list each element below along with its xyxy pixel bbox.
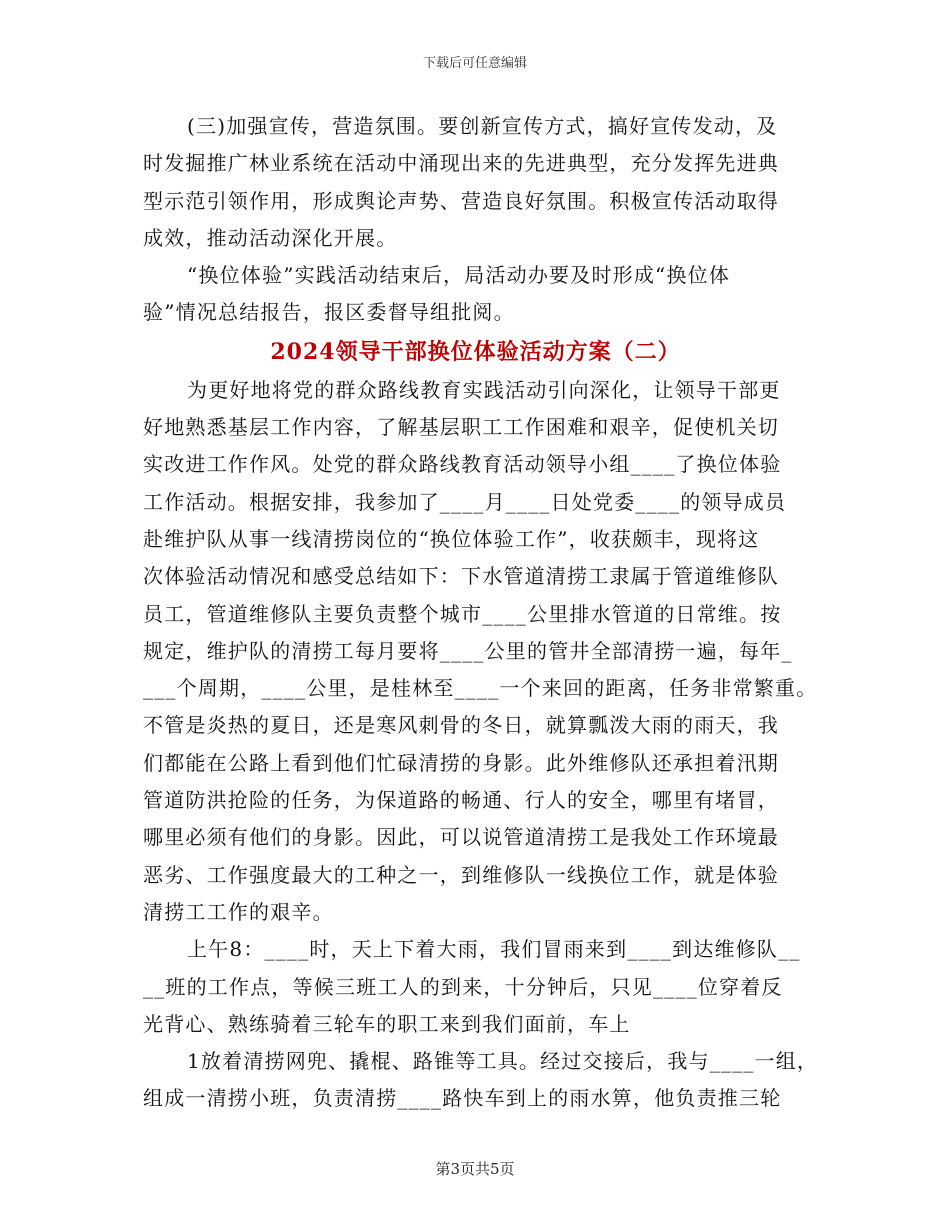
- paragraph-line: 员工，管道维修队主要负责整个城市____公里排水管道的日常维。按: [143, 601, 782, 626]
- paragraph-line: 1放着清捞网兜、撬棍、路锥等工具。经过交接后，我与____一组，: [187, 1049, 819, 1074]
- paragraph-line: 上午8：____时，天上下着大雨，我们冒雨来到____到达维修队__: [187, 937, 801, 962]
- paragraph-line: __班的工作点，等候三班工人的到来，十分钟后，只见____位穿着反: [143, 974, 783, 999]
- section-title: 2024领导干部换位体验活动方案（二）: [270, 338, 681, 365]
- paragraph-line: 成效，推动活动深化开展。: [143, 225, 398, 250]
- paragraph-line: 恶劣、工作强度最大的工种之一，到维修队一线换位工作，就是体验: [143, 862, 779, 887]
- paragraph-line: 清捞工工作的艰辛。: [143, 899, 334, 924]
- paragraph-line: 工作活动。根据安排，我参加了____月____日处党委____的领导成员: [143, 489, 787, 514]
- paragraph-line: ___个周期，____公里，是桂林至____一个来回的距离，任务非常繁重。: [143, 676, 818, 701]
- paragraph-line: 次体验活动情况和感受总结如下：下水管道清捞工隶属于管道维修队: [143, 564, 779, 589]
- paragraph-line: 们都能在公路上看到他们忙碌清捞的身影。此外维修队还承担着汛期: [143, 750, 779, 775]
- paragraph-line: 管道防洪抢险的任务，为保道路的畅通、行人的安全，哪里有堵冒，: [143, 788, 779, 813]
- paragraph-line: 验”情况总结报告，报区委督导组批阅。: [143, 300, 515, 325]
- page-header: 下载后可任意编辑: [422, 56, 527, 71]
- paragraph-line: (三)加强宣传，营造氛围。要创新宣传方式，搞好宣传发动，及: [187, 114, 778, 138]
- page-footer: 第3页共5页: [435, 1160, 515, 1178]
- paragraph-line: 实改进工作作风。处党的群众路线教育活动领导小组____了换位体验: [143, 452, 782, 477]
- paragraph-line: 时发掘推广林业系统在活动中涌现出来的先进典型，充分发挥先进典: [143, 151, 779, 176]
- document-body: [143, 108, 819, 1118]
- paragraph-line: 赴维护队从事一线清捞岗位的“换位体验工作”，收获颇丰，现将这: [143, 526, 760, 551]
- paragraph-line: “换位体验”实践活动结束后，局活动办要及时形成“换位体: [187, 263, 731, 288]
- paragraph-line: 组成一清捞小班，负责清捞____路快车到上的雨水箅，他负责推三轮: [143, 1086, 782, 1111]
- paragraph-line: 不管是炎热的夏日，还是寒风刺骨的冬日，就算瓢泼大雨的雨天，我: [143, 713, 779, 738]
- paragraph-line: 规定，维护队的清捞工每月要将____公里的管井全部清捞一遍，每年_: [143, 638, 793, 663]
- paragraph-line: 好地熟悉基层工作内容，了解基层职工工作困难和艰辛，促使机关切: [143, 415, 779, 440]
- paragraph-line: 光背心、熟练骑着三轮车的职工来到我们面前，车上: [143, 1011, 631, 1036]
- paragraph-line: 哪里必须有他们的身影。因此，可以说管道清捞工是我处工作环境最: [143, 825, 779, 850]
- paragraph-line: 型示范引领作用，形成舆论声势、营造良好氛围。积极宣传活动取得: [143, 188, 779, 213]
- paragraph-line: 为更好地将党的群众路线教育实践活动引向深化，让领导干部更: [187, 377, 781, 402]
